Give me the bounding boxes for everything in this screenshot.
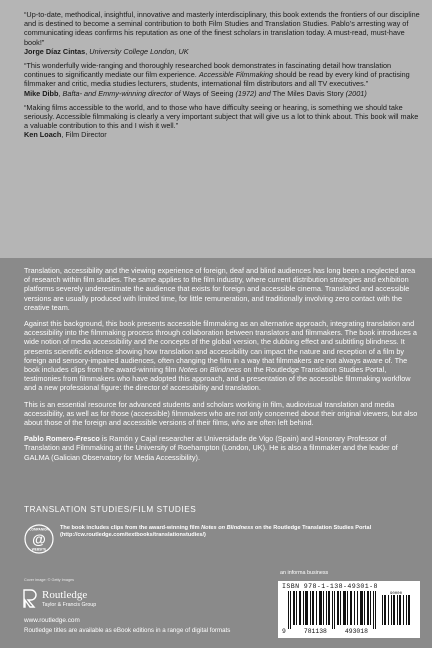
barcode-digits-b: 493018 — [344, 628, 368, 635]
review-quote — [24, 61, 420, 98]
companion-url[interactable]: (http://cw.routledge.com/textbooks/translationstudies/) — [60, 532, 206, 538]
description-paragraph: Translation, accessibility and the viewing experience of foreign, deaf and blind audiences has long been a neglected area of research within film studies. The same applies to the film industry, where current distribution strategies and exhibition platforms severely underestimate the audience that exists for foreign and accessible cinema. Translated and accessible versions are usually produced with limited time, for little remuneration, and traditionally involving zero contact with the creative team. — [24, 266, 416, 312]
description-text: on the Routledge Translation Studies Portal, testimonies from filmmakers who have adopted this approach, and a presentation of the accessible filmmaking workflow and a new professional figure: the director of accessibility and translation. — [24, 365, 411, 393]
companion-text: on the Routledge Translation Studies Portal — [254, 525, 372, 531]
isbn-number: ISBN 978-1-138-49301-8 — [282, 583, 378, 590]
author-bio — [24, 434, 420, 462]
film-title: Notes on Blindness — [178, 365, 242, 375]
review-quote — [24, 103, 420, 140]
description-paragraph: This is an essential resource for advanced students and scholars working in film, audiovisual translation and media accessibility, as well as for those (accessible) filmmakers who are not only concerned about their original viewers, but also about those of the foreign and accessible versions of their films, who are often left behind. — [24, 399, 418, 428]
author-bio-text: is Ramón y Cajal researcher at Universidade de Vigo (Spain) and Honorary Professor of Translation and Filmmaking at the University of Roehampton (London, UK). He is also a filmmaker and the leader of GALMA (Galician Observatory for Media Accessibility). — [24, 434, 398, 462]
reviews-panel — [0, 0, 432, 258]
series-label: TRANSLATION STUDIES/FILM STUDIES — [24, 505, 197, 514]
companion-logo-top: COMPANION — [29, 527, 49, 532]
price-code: 90000 — [389, 592, 403, 596]
review-text: “This wonderfully wide-ranging and thoroughly researched book demonstrates in fascinating detail how translation continues to significantly mediate our film experience. — [24, 61, 392, 80]
publisher-name: Routledge — [42, 589, 88, 601]
reviewer-affiliation: Bafta- and Emmy-winning director of — [62, 88, 181, 98]
reviewer-year: (2001) — [345, 88, 367, 98]
reviewer-name: Ken Loach — [24, 130, 62, 140]
publisher-website[interactable]: www.routledge.com — [24, 617, 80, 624]
companion-logo-bottom: WEBSITE — [31, 547, 47, 552]
isbn-line — [282, 583, 416, 590]
routledge-logo-icon — [22, 588, 38, 608]
review-text: “Up-to-date, methodical, insightful, innovative and masterly interdisciplinary, this book extends the frontiers of our discipline and is destined to become a seminal contribution to both Film Studies and Translation Studies. Pablo’s arresting way of communicating ideas confirms his reputation as one of the finest scholars in translation today. A must-read, must-have book!” — [24, 10, 420, 47]
companion-website-icon — [24, 524, 54, 554]
barcode-digits — [282, 628, 416, 635]
review-attribution: Jorge Díaz Cintas, University College London, UK — [24, 46, 189, 56]
companion-text: The book includes clips from the award-winning film — [60, 525, 200, 531]
cover-credit: Cover image: © Getty Images — [24, 578, 75, 582]
review-quote — [24, 10, 420, 56]
companion-film-title: Notes on Blindness — [201, 525, 254, 531]
barcode-digits-a: 781138 — [303, 628, 327, 635]
review-book-title: Accessible Filmmaking — [198, 70, 274, 80]
description-paragraph — [24, 319, 420, 393]
reviewer-affiliation: University College London, UK — [89, 46, 189, 56]
barcode-icon — [282, 591, 416, 629]
svg-text:@: @ — [32, 531, 46, 547]
author-name: Pablo Romero-Fresco — [24, 434, 100, 444]
book-description — [24, 266, 420, 469]
companion-note — [60, 525, 420, 539]
reviewer-affiliation: Film Director — [65, 130, 107, 140]
ebook-note: Routledge titles are available as eBook editions in a range of digital formats — [24, 627, 231, 634]
review-attribution: Ken Loach, Film Director — [24, 130, 107, 140]
reviewer-year: (1972) — [235, 88, 257, 98]
review-text: should be read by every kind of practising filmmaker and critic, media studies lecturers, students, international film distributors and all TV executives.” — [24, 70, 410, 89]
reviewer-name: Jorge Díaz Cintas — [24, 46, 86, 56]
informa-label: an informa business — [280, 570, 329, 576]
publisher-group: Taylor & Francis Group — [42, 602, 97, 608]
description-text: Against this background, this book presents accessible filmmaking as an alternative approach, integrating translation and accessibility into the filmmaking process through collaboration between translators and filmmakers. The book introduces a wide notion of media accessibility and the concepts of the global version, the dubbing effect and subtitling blindness. It presents scientific evidence showing how translation and accessibility can impact the nature and reception of a film by foreign and sensory-impaired audiences, often changing the film in a way that filmmakers are not always aware of. The book includes clips from the award-winning film — [24, 319, 417, 375]
reviewer-work: The Miles Davis Story — [272, 88, 344, 98]
reviewer-name: Mike Dibb — [24, 88, 59, 98]
reviewer-work: Ways of Seeing — [182, 88, 234, 98]
review-text: “Making films accessible to the world, and to those who have difficulty seeing or hearing, is something we should take seriously. Accessible filmmaking is clearly a very important subject that will give us a lot to think about. This book will make a valuable contribution to this and I wish it well.” — [24, 102, 419, 131]
reviewer-and: and — [258, 88, 271, 98]
barcode-box — [278, 581, 420, 638]
review-attribution: Mike Dibb, Bafta- and Emmy-winning director of Ways of Seeing (1972) and The Miles Davis Story (2001) — [24, 88, 367, 98]
barcode-digits-lead: 9 — [282, 628, 286, 635]
